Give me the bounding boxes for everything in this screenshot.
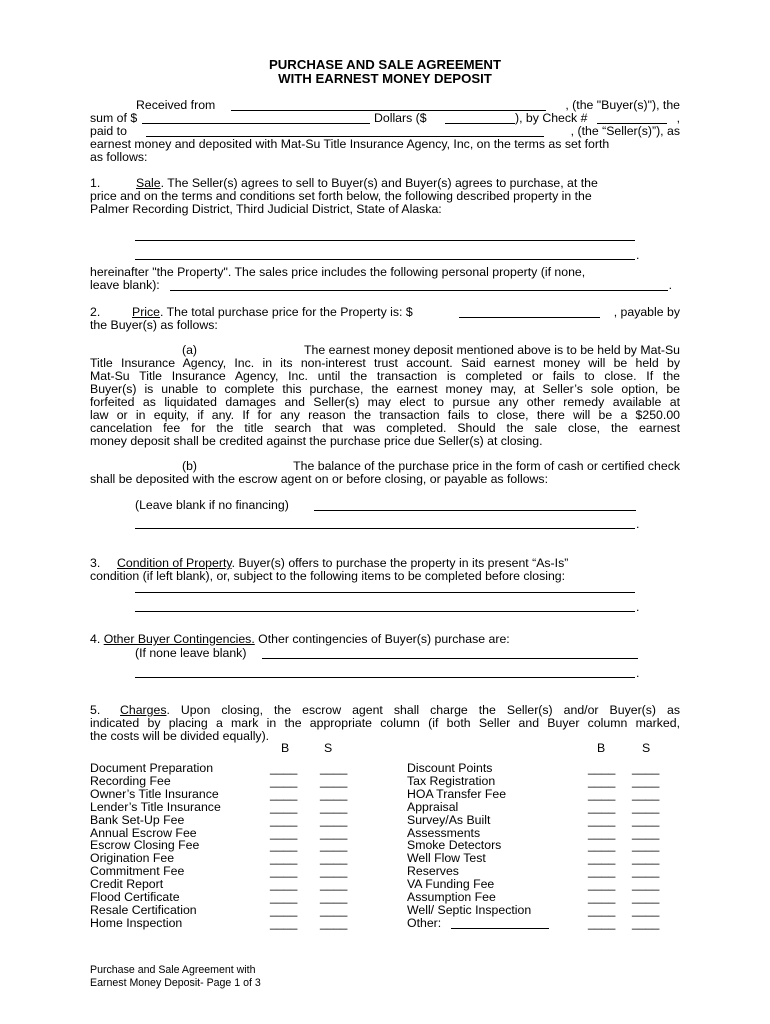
personal-property-field[interactable] [170, 290, 668, 291]
seller-mark-field[interactable]: ____ [632, 890, 660, 904]
buyer-mark-field[interactable]: ____ [270, 864, 298, 879]
fee-label: Escrow Closing Fee [90, 838, 200, 853]
seller-mark-field[interactable]: ____ [320, 902, 348, 917]
buyer-mark-field[interactable]: ____ [270, 902, 298, 917]
seller-mark-field[interactable]: ____ [320, 786, 348, 801]
fee-label: Home Inspection [90, 915, 183, 930]
buyer-mark-field[interactable]: ____ [588, 838, 616, 853]
fee-label: Discount Points [407, 761, 493, 775]
buyer-mark-field[interactable]: ____ [588, 773, 616, 788]
col-header-seller: S [324, 741, 333, 755]
buyer-mark-field[interactable]: ____ [270, 825, 298, 840]
fee-label: Appraisal [407, 799, 459, 814]
contingencies-field-2[interactable] [135, 677, 635, 678]
fee-label: Reserves [407, 864, 459, 879]
sec1-line2: price and on the terms and conditions set forth below, the following described property in the [90, 189, 592, 203]
buyer-tail: , (the "Buyer(s)"), the [565, 98, 680, 112]
document-page: PURCHASE AND SALE AGREEMENT WITH EARNEST MONEY DEPOSIT Received from , (the "Buyer(s)"), the sum of $ Dollars ($ ), by Check # , paid to , (the “Seller(s)”), as earnest money and deposited with Mat-Su Title Insurance Agency, Inc, on the terms as set forth as follows: 1. Sale. The Seller(s) agrees to sell to Buyer(s) and Buyer(s) agrees to purchase, at the price and on the terms and conditions set forth below, the following described property in the Palmer Recording District, Third Judicial District, State of Alaska: . hereinafter "the Property". The sales price includes the following personal property (if none, leave blank): . 2. Price. The total purchase price for the Property is: $ , payable by the Buyer(s) as follows: (a) The earnest money deposit mentioned above is to be held by Mat-Su Title Insurance Agency, Inc. in its non-interest trust account. Said earnest money will be held by Mat-Su Title Insurance Agency, Inc. until the transaction is completed or fails to close. If the Buyer(s) is unable to complete this purchase, the earnest money may, at Seller’s sole option, be forfeited as liquidated damages and Seller(s) may elect to pursue any other remedy available at law or in equity, if any. If for any reason the transaction fails to close, there will be a $250.00 cancelation fee for the title search that was completed. Should the sale close, the earnest money deposit shall be credited against the purchase price due Seller(s) at closing. (b) The balance of the purchase price in the form of cash or certified check shall be deposited with the escrow agent on or before closing, or payable as follows: (Leave blank if no financing) . 3. Condition of Property. Buyer(s) offers to purchase the property in its present “As-Is” condition (if left blank), or, subject to the following items to be completed before closing: . 4. Other Buyer Contingencies. Other contingencies of Buyer(s) purchase are: (If none leave blank) . 5. Charges. Upon closing, the escrow agent shall charge the Seller(s) and/or Buyer(s) as indicated by placing a mark in the appropriate column (if both Seller and Buyer column marked, the costs will be divided equally). B S B S Document Preparation ____ ____ Recording Fee ____ ____ Owner’s Title Insurance ____ ____ Lender’s Title Insurance ____ ____ Bank Set-Up Fee ____ ____ Annual Escrow Fee ____ ____ Escrow Closing Fee ____ ____ Origination Fee ____ ____ Commitment Fee ____ ____ Credit Report ____ ____ Flood Certificate ____ ____ Resale Certification ____ ____ Home Inspection ____ ____ Discount Points ____ ____ Tax Registration ____ ____ HOA Transfer Fee ____ ____ Appraisal ____ ____ Survey/As Built ____ ____ Assessments ____ ____ Smoke Detectors ____ ____ Well Flow Test ____ ____ Reserves ____ ____ VA Funding Fee ____ ____ Assumption Fee ____ ____ Well/ Septic Inspection ____ ____ Other: ____ ____ Purchase and Sale Agreement with Earnest Money Deposit- Page 1 of 3 [0, 0, 770, 1024]
seller-mark-field[interactable]: ____ [320, 890, 348, 904]
buyer-mark-field[interactable]: ____ [588, 825, 616, 840]
seller-mark-field[interactable]: ____ [632, 838, 660, 853]
buyer-mark-field[interactable]: ____ [588, 851, 616, 866]
sec5-heading: Charges [120, 703, 167, 717]
fee-label: Assumption Fee [407, 890, 496, 904]
fee-label: Document Preparation [90, 761, 214, 775]
fee-label: Lender’s Title Insurance [90, 799, 221, 814]
fee-label: Flood Certificate [90, 890, 180, 904]
seller-mark-field[interactable]: ____ [320, 864, 348, 879]
seller-mark-field[interactable]: ____ [632, 877, 660, 892]
buyer-mark-field[interactable]: ____ [588, 902, 616, 917]
fee-label: Annual Escrow Fee [90, 825, 197, 840]
fee-label: Owner’s Title Insurance [90, 786, 219, 801]
buyer-mark-field[interactable]: ____ [588, 786, 616, 801]
col-header-buyer-right: B [597, 741, 606, 755]
buyer-mark-field[interactable]: ____ [270, 851, 298, 866]
buyer-mark-field[interactable]: ____ [588, 864, 616, 879]
fee-label: Commitment Fee [90, 864, 185, 879]
col-header-seller-right: S [642, 741, 651, 755]
financing-field[interactable] [314, 510, 636, 511]
buyer-mark-field[interactable]: ____ [270, 786, 298, 801]
contingencies-field-1[interactable] [262, 658, 638, 659]
fee-label: Survey/As Built [407, 812, 491, 827]
buyer-mark-field[interactable]: ____ [588, 915, 616, 930]
intro-line5: as follows: [90, 150, 148, 164]
buyer-mark-field[interactable]: ____ [270, 773, 298, 788]
fee-label: Assessments [407, 825, 481, 840]
sum-amount-field[interactable] [445, 123, 515, 124]
buyer-mark-field[interactable]: ____ [270, 915, 298, 930]
seller-mark-field[interactable]: ____ [320, 851, 348, 866]
seller-mark-field[interactable]: ____ [320, 799, 348, 814]
seller-mark-field[interactable]: ____ [320, 838, 348, 853]
fee-label: Credit Report [90, 877, 164, 892]
fee-label: Tax Registration [407, 773, 496, 788]
fee-label: Other: [407, 915, 442, 930]
property-description-line2[interactable] [135, 259, 635, 260]
document-title-line2: WITH EARNEST MONEY DEPOSIT [278, 71, 492, 86]
buyer-mark-field[interactable]: ____ [270, 799, 298, 814]
buyer-mark-field[interactable]: ____ [270, 761, 298, 775]
condition-field-1[interactable] [135, 592, 635, 593]
seller-mark-field[interactable]: ____ [632, 851, 660, 866]
sum-words-field[interactable] [142, 123, 370, 124]
buyer-mark-field[interactable]: ____ [270, 812, 298, 827]
fee-label: Origination Fee [90, 851, 175, 866]
buyer-mark-field[interactable]: ____ [588, 890, 616, 904]
sec1-line3: Palmer Recording District, Third Judicial District, State of Alaska: [90, 202, 442, 216]
seller-mark-field[interactable]: ____ [632, 825, 660, 840]
buyer-mark-field[interactable]: ____ [588, 877, 616, 892]
buyer-mark-field[interactable]: ____ [588, 799, 616, 814]
seller-mark-field[interactable]: ____ [632, 799, 660, 814]
seller-mark-field[interactable]: ____ [320, 773, 348, 788]
seller-mark-field[interactable]: ____ [320, 825, 348, 840]
buyer-mark-field[interactable]: ____ [270, 890, 298, 904]
other-fee-field[interactable] [451, 928, 549, 929]
sec2-line2: the Buyer(s) as follows: [90, 318, 218, 332]
sec3-heading: Condition of Property [117, 556, 232, 570]
fee-label: VA Funding Fee [407, 877, 495, 892]
seller-mark-field[interactable]: ____ [320, 915, 348, 930]
buyer-mark-field[interactable]: ____ [270, 838, 298, 853]
fee-label: Smoke Detectors [407, 838, 502, 853]
received-from-label: Received from [136, 98, 216, 112]
fee-label: Recording Fee [90, 773, 171, 788]
seller-mark-field[interactable]: ____ [632, 902, 660, 917]
seller-mark-field[interactable]: ____ [320, 761, 348, 775]
buyer-mark-field[interactable]: ____ [588, 812, 616, 827]
seller-mark-field[interactable]: ____ [632, 786, 660, 801]
fee-label: Bank Set-Up Fee [90, 812, 185, 827]
seller-mark-field[interactable]: ____ [632, 915, 660, 930]
seller-mark-field[interactable]: ____ [632, 812, 660, 827]
footer-line1: Purchase and Sale Agreement with [90, 964, 256, 976]
document-title-line1: PURCHASE AND SALE AGREEMENT [268, 57, 502, 72]
sec2-heading: Price [132, 305, 161, 319]
fee-label: Well/ Septic Inspection [407, 902, 532, 917]
buyer-mark-field[interactable]: ____ [588, 761, 616, 775]
seller-mark-field[interactable]: ____ [632, 773, 660, 788]
sec1-heading: Sale [136, 176, 161, 190]
col-header-buyer: B [281, 741, 290, 755]
sec4-heading: Other Buyer Contingencies. [103, 632, 255, 646]
property-description-line1[interactable] [135, 240, 635, 241]
seller-mark-field[interactable]: ____ [320, 812, 348, 827]
seller-mark-field[interactable]: ____ [632, 761, 660, 775]
fee-label: Resale Certification [90, 902, 197, 917]
fee-label: Well Flow Test [407, 851, 486, 866]
footer-line2: Earnest Money Deposit- Page 1 of 3 [90, 977, 261, 989]
financing-field-2[interactable] [135, 528, 635, 529]
buyer-mark-field[interactable]: ____ [270, 877, 298, 892]
hereinafter-line: hereinafter "the Property". The sales price includes the following personal property (if none, [90, 265, 586, 279]
seller-mark-field[interactable]: ____ [632, 864, 660, 879]
condition-field-2[interactable] [135, 611, 635, 612]
intro-line4: earnest money and deposited with Mat-Su Title Insurance Agency, Inc, on the terms as set forth [90, 137, 610, 151]
seller-mark-field[interactable]: ____ [320, 877, 348, 892]
fee-label: HOA Transfer Fee [407, 786, 507, 801]
